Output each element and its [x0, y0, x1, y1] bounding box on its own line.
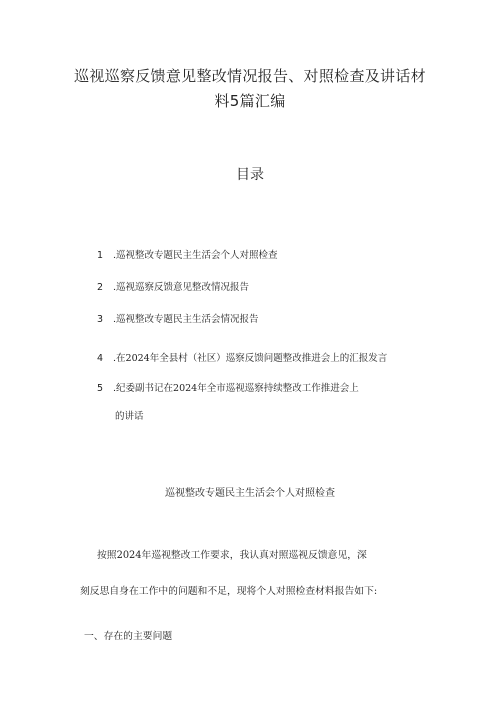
- section-title: 巡视整改专题民主生活会个人对照检查: [165, 488, 335, 499]
- toc-item-3: [97, 311, 259, 325]
- toc-item-5: [97, 380, 359, 394]
- paragraph-line-2: 刻反思自身在工作中的问题和不足，现将个人对照检查材料报告如下:: [80, 586, 378, 597]
- paragraph-line-1: 按照2024年巡视整改工作要求，我认真对照巡视反馈意见，深: [97, 550, 367, 561]
- toc-item-5-continuation: 的讲话: [115, 411, 144, 422]
- toc-item-number: 1: [97, 250, 104, 261]
- toc-item-4: [97, 350, 387, 364]
- toc-item-1: [97, 247, 278, 261]
- section-heading-1: 一、存在的主要问题: [84, 631, 173, 642]
- toc-item-number: 2: [97, 282, 104, 293]
- toc-heading: 目录: [236, 167, 264, 183]
- toc-item-text: .在2024年全县村（社区）巡察反馈问题整改推进会上的汇报发言: [113, 353, 388, 364]
- toc-item-text: .巡视整改专题民主生活会个人对照检查: [113, 250, 278, 261]
- document-title: [60, 64, 440, 114]
- document-title-line-1: 巡视巡察反馈意见整改情况报告、对照检查及讲话材: [74, 67, 426, 85]
- toc-item-text: .纪委副书记在2024年全市巡视巡察持续整改工作推进会上: [113, 383, 359, 394]
- toc-item-text: .巡视巡察反馈意见整改情况报告: [113, 282, 250, 293]
- toc-item-number: 3: [97, 314, 104, 325]
- toc-item-text: .巡视整改专题民主生活会情况报告: [113, 314, 259, 325]
- toc-item-number: 5: [97, 383, 104, 394]
- toc-item-2: [97, 279, 249, 293]
- toc-item-number: 4: [97, 353, 104, 364]
- document-title-line-2: 料5篇汇编: [214, 92, 286, 110]
